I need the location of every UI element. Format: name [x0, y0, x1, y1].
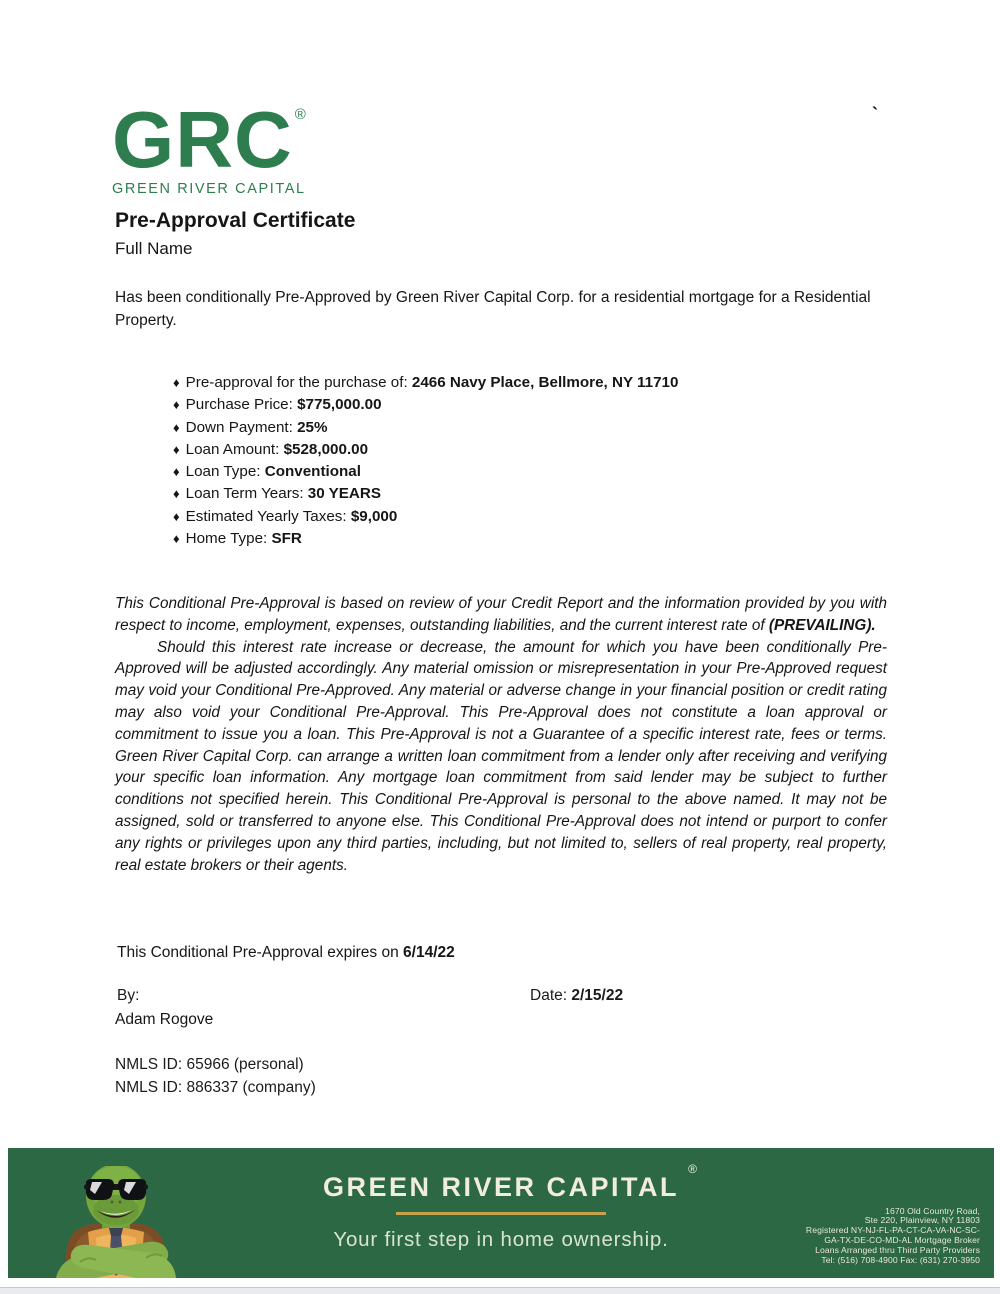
footer-fine-print	[806, 1207, 980, 1266]
disclaimer-paragraph-2: Should this interest rate increase or decrease, the amount for which you have been conditionally Pre-Approved will be adjusted accordingly. Any material omission or misrepresentation in your Pre-Approved request may void your Conditional Pre-Approved. Any material or adverse change in your financial position or credit rating may also void your Conditional Pre-Approval. This Pre-Approval does not constitute a loan approval or commitment to issue you a loan. This Pre-Approval is not a Guarantee of a specific interest rate, fees or terms. Green River Capital Corp. can arrange a written loan commitment from a lender only after receiving and verifying your specific loan information. Any mortgage loan commitment from said lender may be subject to further conditions not specified herein. This Conditional Pre-Approval is personal to the above named. It may not be assigned, sold or transferred to anyone else. This Conditional Pre-Approval does not intend or purport to confer any rights or privileges upon any third parties, including, but not limited to, sellers of real property, real property, real estate brokers or their agents.	[115, 638, 887, 874]
fine-print-line: GA-TX-DE-CO-MD-AL Mortgage Broker	[824, 1235, 980, 1246]
disclaimer-text	[115, 593, 887, 876]
expiration-line	[117, 944, 455, 962]
signer-name: Adam Rogove	[115, 1011, 214, 1028]
disclaimer-paragraph-1	[115, 593, 887, 637]
page-title: Pre-Approval Certificate	[115, 209, 356, 232]
logo-company-name: GREEN RIVER CAPITAL	[112, 181, 306, 197]
diamond-bullet-icon: ♦	[173, 531, 180, 547]
list-item	[173, 483, 853, 505]
footer-brand-band	[8, 1148, 994, 1278]
detail-label: Home Type:	[185, 530, 272, 548]
detail-label: Purchase Price:	[185, 396, 298, 414]
list-item	[173, 394, 853, 416]
nmls-id-block	[115, 1054, 316, 1099]
fine-print-line: Tel: (516) 708-4900 Fax: (631) 270-3950	[821, 1255, 980, 1266]
list-item	[173, 528, 853, 550]
disclaimer-p1-bold: (PREVAILING).	[768, 616, 876, 634]
fine-print-line: Loans Arranged thru Third Party Providers	[815, 1245, 980, 1256]
list-item	[173, 372, 853, 394]
disclaimer-p1-text: This Conditional Pre-Approval is based on review of your Credit Report and the information provided by you with respect to income, employment, expenses, outstanding liabilities, and the current interest rate of	[115, 595, 887, 634]
detail-value: 2466 Navy Place, Bellmore, NY 11710	[411, 374, 679, 391]
detail-value: 30 YEARS	[307, 485, 381, 503]
intro-paragraph: Has been conditionally Pre-Approved by Green River Capital Corp. for a residential mortgage for a Residential Property.	[115, 289, 871, 329]
list-item	[173, 506, 853, 528]
loan-detail-list	[173, 372, 853, 550]
signed-by-label: By:	[117, 987, 140, 1004]
footer-brand-name: GREEN RIVER CAPITAL	[322, 1172, 680, 1202]
diamond-bullet-icon: ♦	[173, 441, 180, 457]
logo-acronym	[112, 80, 306, 184]
detail-label: Down Payment:	[185, 418, 298, 436]
diamond-bullet-icon: ♦	[173, 464, 180, 480]
footer-registered-trademark-icon: ®	[688, 1162, 698, 1176]
fine-print-line: Registered NY-NJ-FL-PA-CT-CA-VA-NC-SC-	[805, 1225, 980, 1236]
list-item	[173, 461, 853, 483]
detail-label: Loan Amount:	[185, 440, 284, 458]
window-bottom-strip	[0, 1287, 1000, 1294]
recipient-name: Full Name	[115, 239, 193, 258]
logo-acronym-text: GRC	[112, 95, 293, 184]
detail-label: Pre-approval for the purchase of:	[185, 374, 412, 391]
expiration-label: This Conditional Pre-Approval expires on	[117, 944, 404, 961]
detail-value: $9,000	[350, 507, 398, 525]
nmls-personal-id: NMLS ID: 65966 (personal)	[115, 1056, 304, 1073]
list-item	[173, 439, 853, 461]
detail-value: Conventional	[264, 463, 361, 481]
detail-value: $528,000.00	[283, 440, 369, 458]
detail-label: Loan Term Years:	[185, 485, 308, 503]
detail-value: SFR	[271, 530, 302, 548]
diamond-bullet-icon: ♦	[173, 375, 180, 390]
detail-value: 25%	[297, 418, 328, 436]
stray-mark: `	[872, 104, 878, 124]
date-value: 2/15/22	[571, 987, 624, 1004]
footer-gold-underline	[396, 1212, 606, 1215]
list-item	[173, 417, 853, 439]
detail-label: Estimated Yearly Taxes:	[185, 507, 351, 525]
date-label: Date:	[530, 987, 572, 1004]
fine-print-line: Ste 220, Plainview, NY 11803	[864, 1215, 980, 1226]
nmls-company-id: NMLS ID: 886337 (company)	[115, 1078, 316, 1096]
diamond-bullet-icon: ♦	[173, 397, 180, 413]
diamond-bullet-icon: ♦	[173, 508, 180, 524]
detail-value: $775,000.00	[297, 396, 382, 414]
diamond-bullet-icon: ♦	[173, 419, 180, 435]
diamond-bullet-icon: ♦	[173, 486, 180, 502]
detail-label: Loan Type:	[185, 463, 265, 481]
fine-print-line: 1670 Old Country Road,	[885, 1205, 980, 1216]
expiration-date: 6/14/22	[403, 944, 455, 961]
footer-tagline: Your first step in home ownership.	[333, 1228, 669, 1251]
signature-date	[530, 987, 623, 1005]
company-logo	[112, 80, 306, 197]
registered-trademark-icon: ®	[294, 106, 306, 123]
